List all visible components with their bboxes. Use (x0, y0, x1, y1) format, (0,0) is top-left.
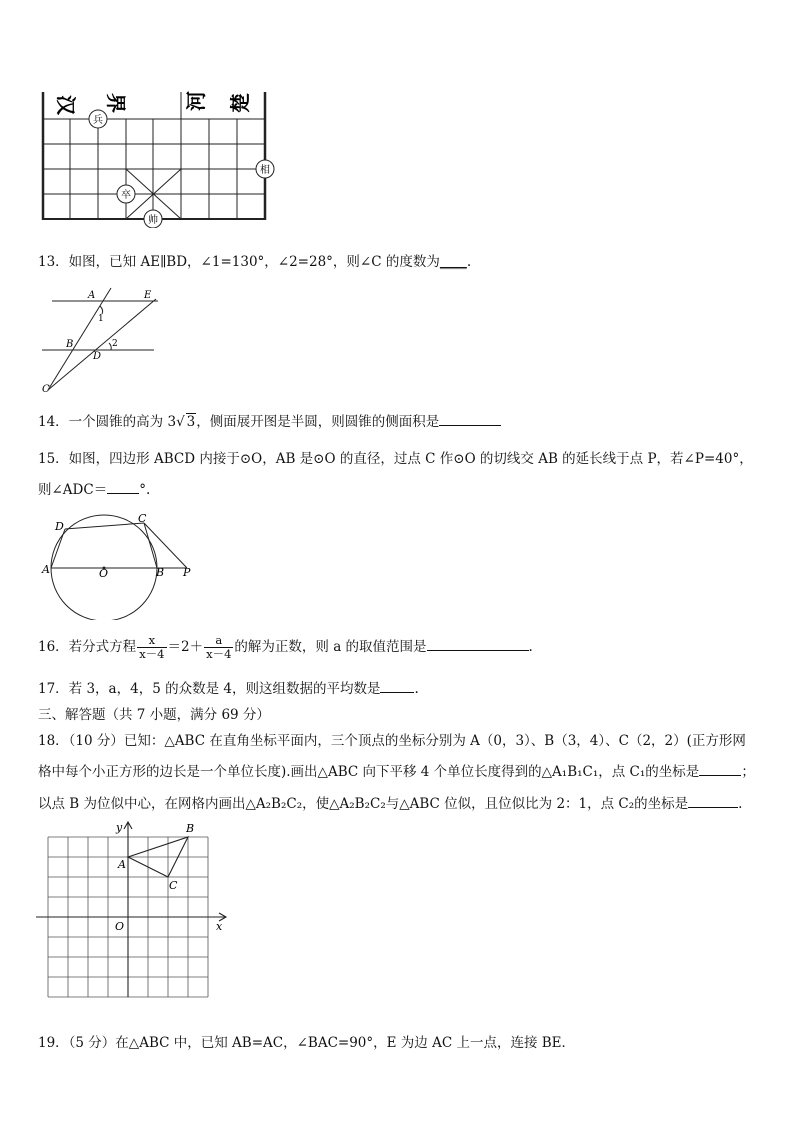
svg-text:A: A (118, 858, 126, 871)
chessboard-figure (36, 88, 286, 228)
svg-text:2: 2 (112, 339, 118, 349)
svg-text:相: 相 (260, 165, 270, 176)
svg-text:C: C (42, 384, 50, 395)
svg-text:y: y (116, 821, 123, 834)
svg-text:B: B (186, 822, 195, 835)
piece-zu (117, 185, 135, 203)
question-15-line1: 15．如图，四边形 ABCD 内接于⊙O，AB 是⊙O 的直径，过点 C 作⊙O 的切线交 AB 的延长线于点 P，若∠P=40°， (38, 451, 753, 467)
q13-blank: ____ (439, 254, 467, 270)
piece-shuai (144, 210, 162, 228)
question-14: 14．一个圆锥的高为 3√ 3，侧面展开图是半圆，则圆锥的侧面积是 (38, 410, 501, 430)
svg-text:O: O (99, 567, 109, 580)
svg-text:B: B (66, 339, 74, 350)
q15-figure (38, 510, 208, 620)
q16-blank (427, 638, 529, 651)
svg-text:E: E (144, 290, 152, 301)
river-char-he: 河 (184, 91, 208, 111)
river-char-jie: 界 (104, 93, 128, 113)
fraction-x-over-x-minus-4: $\frac{x}{x-4}$ (139, 633, 165, 661)
svg-text:D: D (93, 351, 102, 362)
svg-text:B: B (156, 566, 165, 579)
piece-bing (89, 110, 107, 128)
sqrt-radicand: 3 (186, 414, 196, 430)
fraction-a-over-x-minus-4: $\frac{a}{x-4}$ (206, 633, 232, 661)
q13-figure (38, 286, 168, 396)
question-18-line3: 以点 B 为位似中心，在网格内画出△A₂B₂C₂，使△A₂B₂C₂与△ABC 位似，且位似比为 2：1，点 C₂的坐标是 . (38, 796, 743, 812)
svg-text:1: 1 (98, 314, 104, 324)
river-char-chu: 楚 (228, 93, 252, 113)
piece-xiang (256, 160, 274, 178)
q18-grid-figure (36, 818, 236, 1018)
sqrt-sign: √ (176, 414, 185, 430)
q15-blank (107, 481, 139, 494)
question-13: 13．如图，已知 AE∥BD，∠1=130°，∠2=28°，则∠C 的度数为____. (38, 254, 472, 270)
svg-text:C: C (169, 879, 178, 892)
svg-text:兵: 兵 (93, 115, 103, 126)
question-15-line2: 则∠ADC＝ °. (38, 482, 151, 498)
question-19: 19．（5 分）在△ABC 中，已知 AB=AC，∠BAC=90°，E 为边 AC 上一点，连接 BE． (38, 1035, 576, 1051)
question-18-line1: 18．（10 分）已知：△ABC 在直角坐标平面内，三个顶点的坐标分别为 A（0，3）、B（3，4）、C（2，2）(正方形网 (38, 733, 746, 749)
svg-text:卒: 卒 (121, 190, 131, 201)
q17-blank (380, 680, 414, 693)
question-17: 17．若 3，a，4，5 的众数是 4，则这组数据的平均数是 . (38, 681, 419, 697)
svg-text:x: x (216, 920, 223, 933)
svg-text:帅: 帅 (148, 215, 158, 226)
question-18-line2: 格中每个小正方形的边长是一个单位长度).画出△ABC 向下平移 4 个单位长度得到的△A₁B₁C₁，点 C₁的坐标是 ； (38, 764, 755, 780)
svg-text:A: A (42, 563, 50, 576)
section-3-title: 三、解答题（共 7 小题，满分 69 分） (38, 707, 270, 723)
q18-blank-c1 (699, 763, 741, 776)
river-char-han: 汉 (54, 95, 78, 115)
svg-text:P: P (183, 566, 191, 579)
svg-text:D: D (55, 520, 64, 533)
q13-text: 13．如图，已知 AE∥BD，∠1=130°，∠2=28°，则∠C 的度数为 (38, 254, 440, 270)
svg-text:C: C (138, 512, 147, 525)
q14-blank (439, 413, 501, 426)
q18-blank-c2 (688, 795, 738, 808)
svg-text:A: A (88, 290, 96, 301)
svg-text:O: O (115, 920, 125, 933)
question-16: 16．若分式方程 $\frac{x}{x-4}$ ＝2＋ $\frac{a}{x-4}$ 的解为正数，则 a 的取值范围是 . (38, 633, 533, 661)
